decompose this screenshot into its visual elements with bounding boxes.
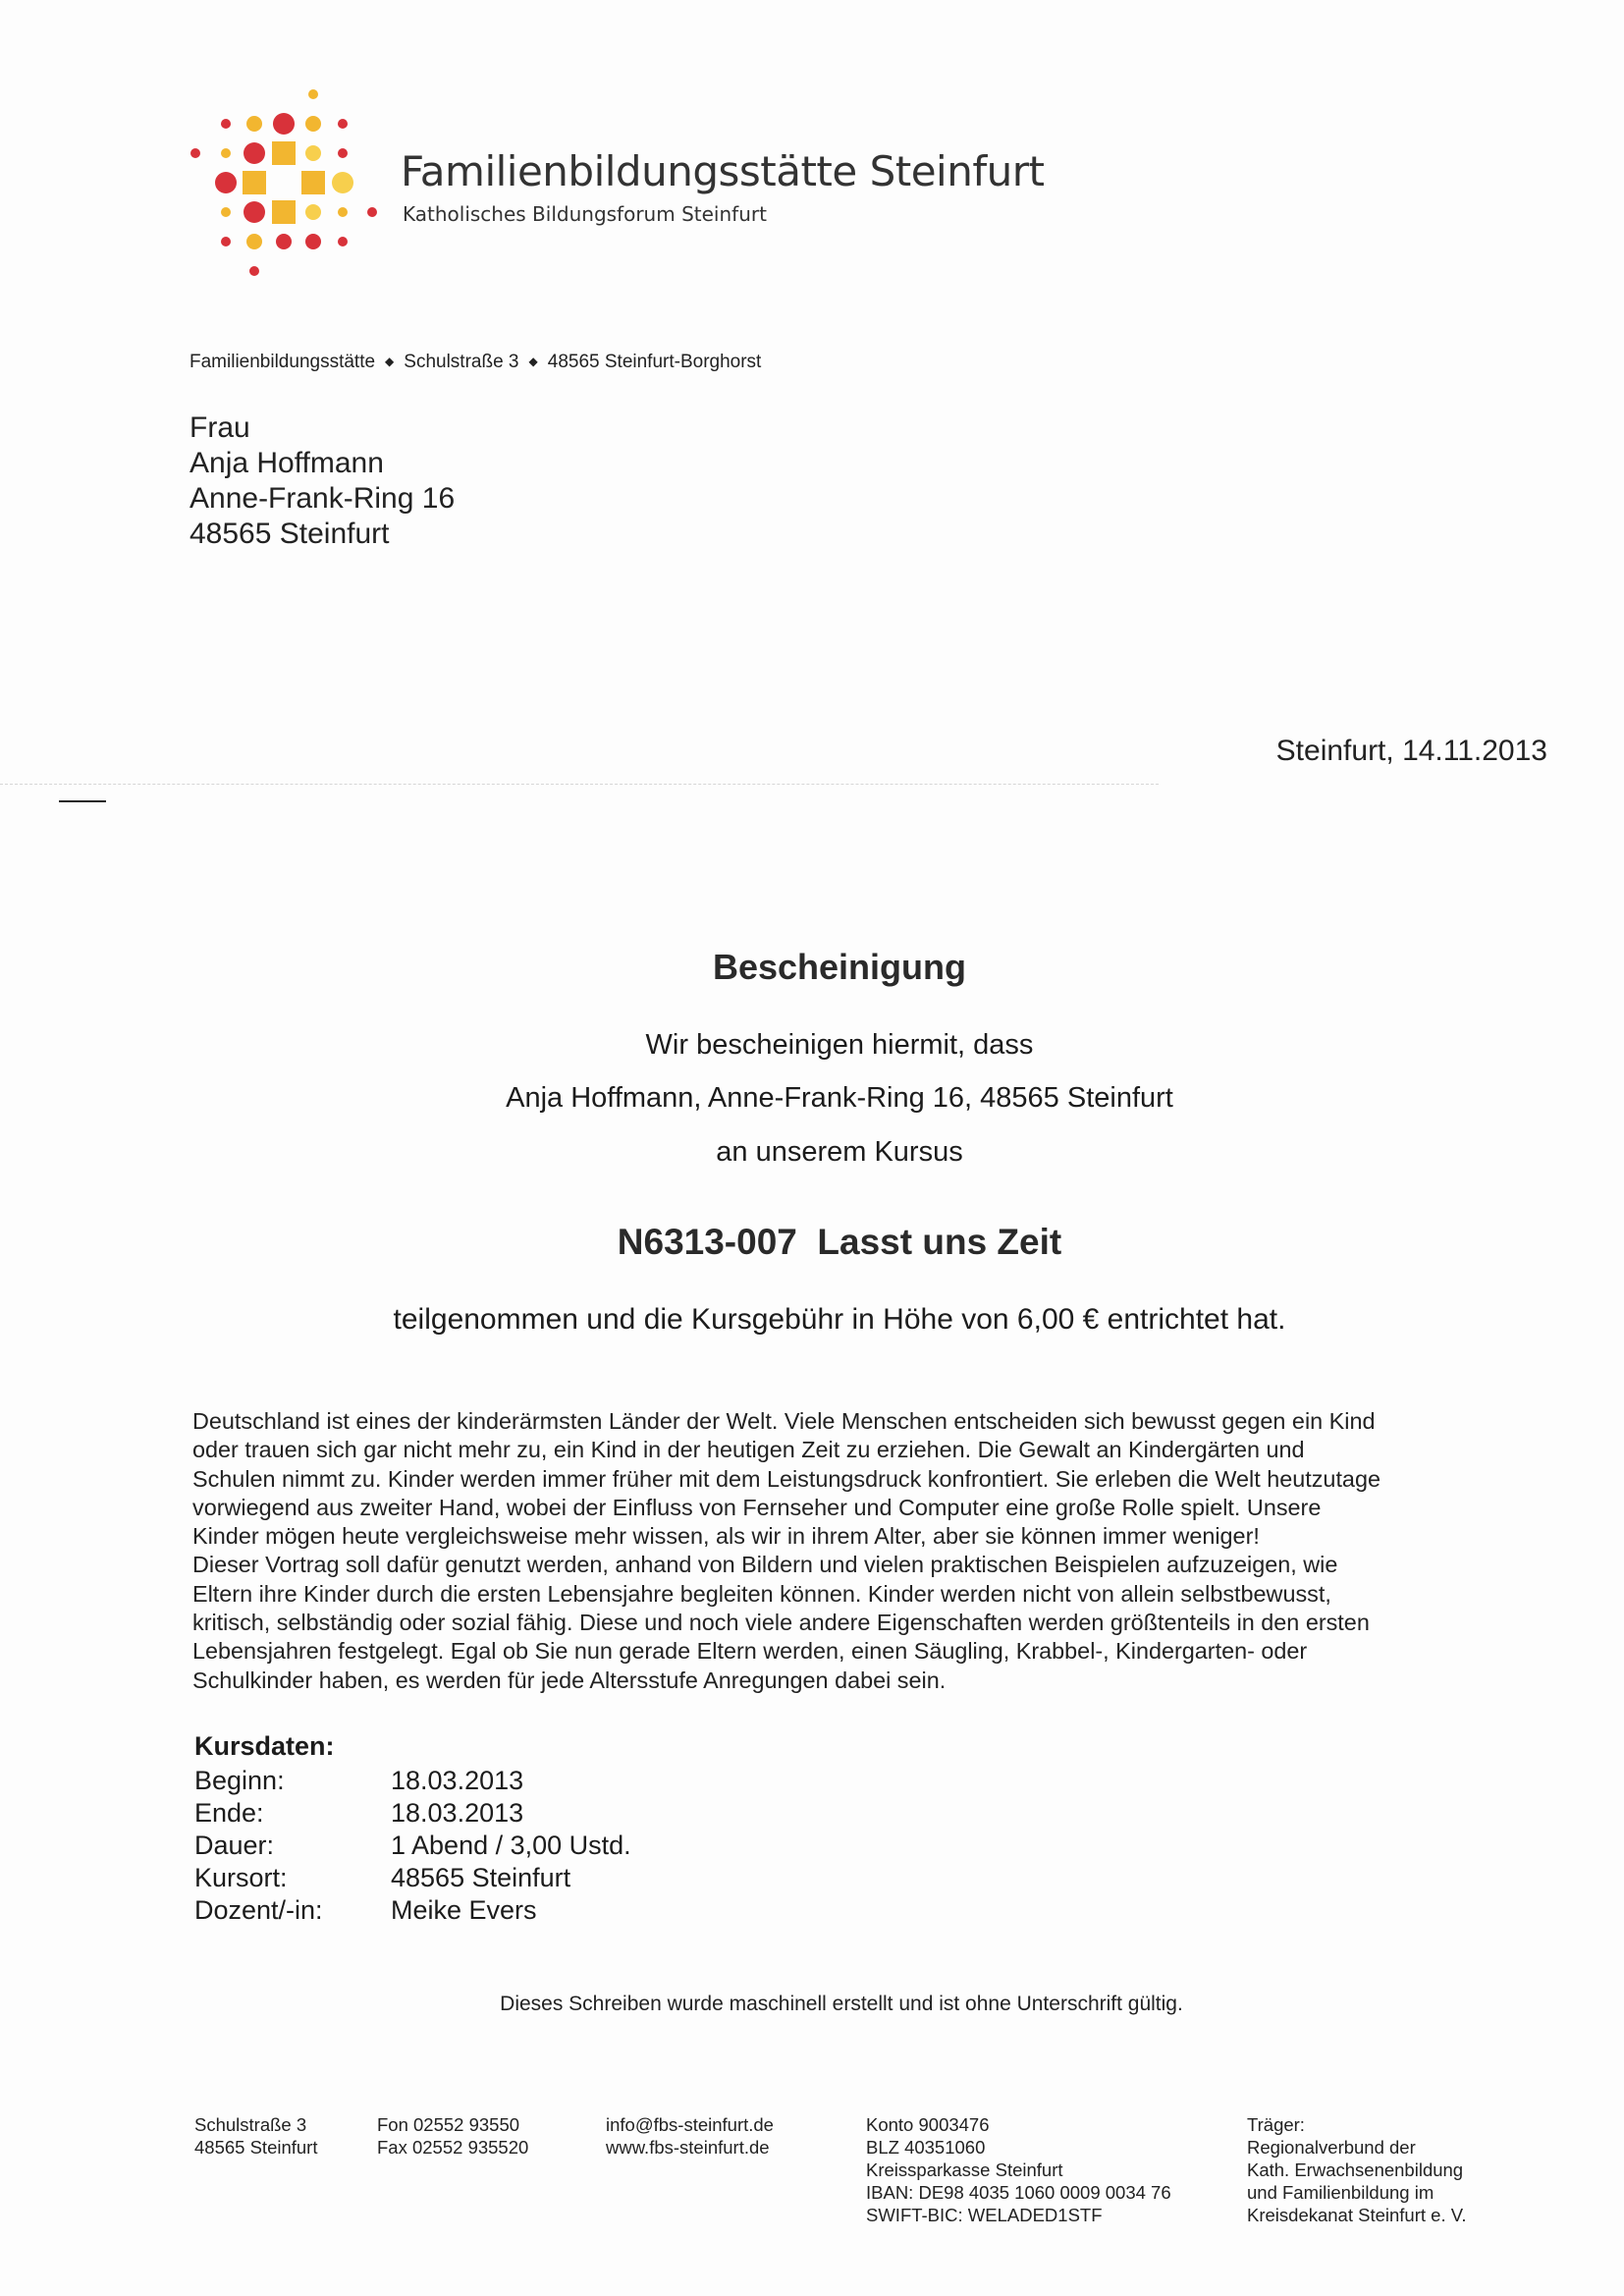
course-data-row xyxy=(194,1862,631,1894)
organization-name: Familienbildungsstätte Steinfurt xyxy=(401,147,1045,195)
footer-line: 48565 Steinfurt xyxy=(194,2137,318,2158)
sender-city: 48565 Steinfurt-Borghorst xyxy=(547,352,762,372)
recipient-city: 48565 Steinfurt xyxy=(189,518,390,550)
footer-line: Träger: xyxy=(1247,2114,1305,2135)
footer-line: Konto 9003476 xyxy=(866,2114,990,2135)
course-data-label: Dauer: xyxy=(194,1831,275,1860)
course-data-row xyxy=(194,1830,631,1862)
description-line: Eltern ihre Kinder durch die ersten Lebensjahre begleiten können. Kinder werden nicht von allein selbstbewusst, xyxy=(192,1580,1331,1607)
description-line: Schulkinder haben, es werden für jede Altersstufe Anregungen dabei sein. xyxy=(192,1667,947,1693)
footer-website: www.fbs-steinfurt.de xyxy=(606,2137,770,2158)
footer-line: Kreisdekanat Steinfurt e. V. xyxy=(1247,2205,1467,2225)
course-data-table xyxy=(194,1765,631,1927)
description-line: kritisch, selbständig oder sozial fähig. Diese und noch viele andere Eigenschaften werden größtenteils in den ersten xyxy=(192,1610,1370,1636)
footer-phone xyxy=(377,2113,528,2159)
sender-street: Schulstraße 3 xyxy=(404,352,519,372)
organization-subtitle: Katholisches Bildungsforum Steinfurt xyxy=(403,202,767,226)
separator-icon: ◆ xyxy=(385,355,395,368)
course-data-value: 1 Abend / 3,00 Ustd. xyxy=(391,1831,631,1860)
footer-bank xyxy=(866,2113,1171,2226)
description-line: Kinder mögen heute vergleichsweise mehr wissen, als wir in ihrem Alter, aber sie können immer weniger! xyxy=(192,1523,1260,1550)
description-line: vorwiegend aus zweiter Hand, wobei der Einfluss von Fernseher und Computer eine große Rolle spielt. Unsere xyxy=(192,1494,1322,1520)
course-data-row xyxy=(194,1797,631,1830)
footer-line: Kreissparkasse Steinfurt xyxy=(866,2159,1063,2180)
recipient-street: Anne-Frank-Ring 16 xyxy=(189,482,456,515)
course-data-value: 18.03.2013 xyxy=(391,1766,524,1795)
footer-line: IBAN: DE98 4035 1060 0009 0034 76 xyxy=(866,2182,1171,2203)
footer-line: BLZ 40351060 xyxy=(866,2137,986,2158)
recipient-salutation: Frau xyxy=(189,411,250,444)
organization-logo xyxy=(183,82,389,289)
footer-line: und Familienbildung im xyxy=(1247,2182,1435,2203)
course-data-row xyxy=(194,1894,631,1927)
fold-line xyxy=(0,784,1159,785)
course-data-label: Dozent/-in: xyxy=(194,1895,323,1925)
course-title: N6313-007 Lasst uns Zeit xyxy=(617,1222,1062,1262)
footer-line: Kath. Erwachsenenbildung xyxy=(1247,2159,1464,2180)
course-data-heading: Kursdaten: xyxy=(194,1731,335,1761)
course-data-label: Kursort: xyxy=(194,1863,288,1892)
description-line: Lebensjahren festgelegt. Egal ob Sie nun gerade Eltern werden, einen Säugling, Krabbel-, Kindergarten- oder xyxy=(192,1638,1308,1665)
validity-note: Dieses Schreiben wurde maschinell erstellt und ist ohne Unterschrift gültig. xyxy=(500,1993,1183,2015)
certificate-course-intro: an unserem Kursus xyxy=(716,1136,963,1168)
course-data-value: 18.03.2013 xyxy=(391,1798,524,1828)
footer-line: Regionalverbund der xyxy=(1247,2137,1416,2158)
course-data-label: Beginn: xyxy=(194,1766,285,1795)
recipient-address xyxy=(189,410,455,552)
footer-line: Fax 02552 935520 xyxy=(377,2137,529,2158)
description-line: Schulen nimmt zu. Kinder werden immer früher mit dem Leistungsdruck konfrontiert. Sie erleben die Welt heutzutage xyxy=(192,1465,1380,1492)
certificate-intro: Wir bescheinigen hiermit, dass xyxy=(645,1029,1034,1061)
footer-line: Fon 02552 93550 xyxy=(377,2114,520,2135)
course-data-value: 48565 Steinfurt xyxy=(391,1863,571,1892)
certificate-title: Bescheinigung xyxy=(712,947,967,987)
description-line: Deutschland ist eines der kinderärmsten Länder der Welt. Viele Menschen entscheiden sich bewusst gegen ein Kind xyxy=(192,1408,1376,1434)
description-line: Dieser Vortrag soll dafür genutzt werden, anhand von Bildern und vielen praktischen Beispielen aufzuzeigen, wie xyxy=(192,1552,1338,1578)
course-description xyxy=(192,1407,1498,1695)
sender-name: Familienbildungsstätte xyxy=(189,352,376,372)
footer-email: info@fbs-steinfurt.de xyxy=(606,2114,774,2135)
payment-line: teilgenommen und die Kursgebühr in Höhe von 6,00 € entrichtet hat. xyxy=(393,1303,1286,1336)
description-line: oder trauen sich gar nicht mehr zu, ein Kind in der heutigen Zeit zu erziehen. Die Gewalt an Kindergärten und xyxy=(192,1437,1305,1463)
footer-line: Schulstraße 3 xyxy=(194,2114,307,2135)
sender-address-line xyxy=(189,352,761,373)
certificate-participant: Anja Hoffmann, Anne-Frank-Ring 16, 48565 Steinfurt xyxy=(506,1082,1173,1114)
recipient-name: Anja Hoffmann xyxy=(189,447,384,479)
fold-mark xyxy=(59,800,106,802)
course-data-label: Ende: xyxy=(194,1798,264,1828)
footer-line: SWIFT-BIC: WELADED1STF xyxy=(866,2205,1103,2225)
footer-web xyxy=(606,2113,774,2159)
course-data-value: Meike Evers xyxy=(391,1895,537,1925)
course-data-row xyxy=(194,1765,631,1797)
separator-icon: ◆ xyxy=(528,355,538,368)
footer-address xyxy=(194,2113,317,2159)
letter-date: Steinfurt, 14.11.2013 xyxy=(1275,735,1547,767)
footer-carrier xyxy=(1247,2113,1467,2226)
